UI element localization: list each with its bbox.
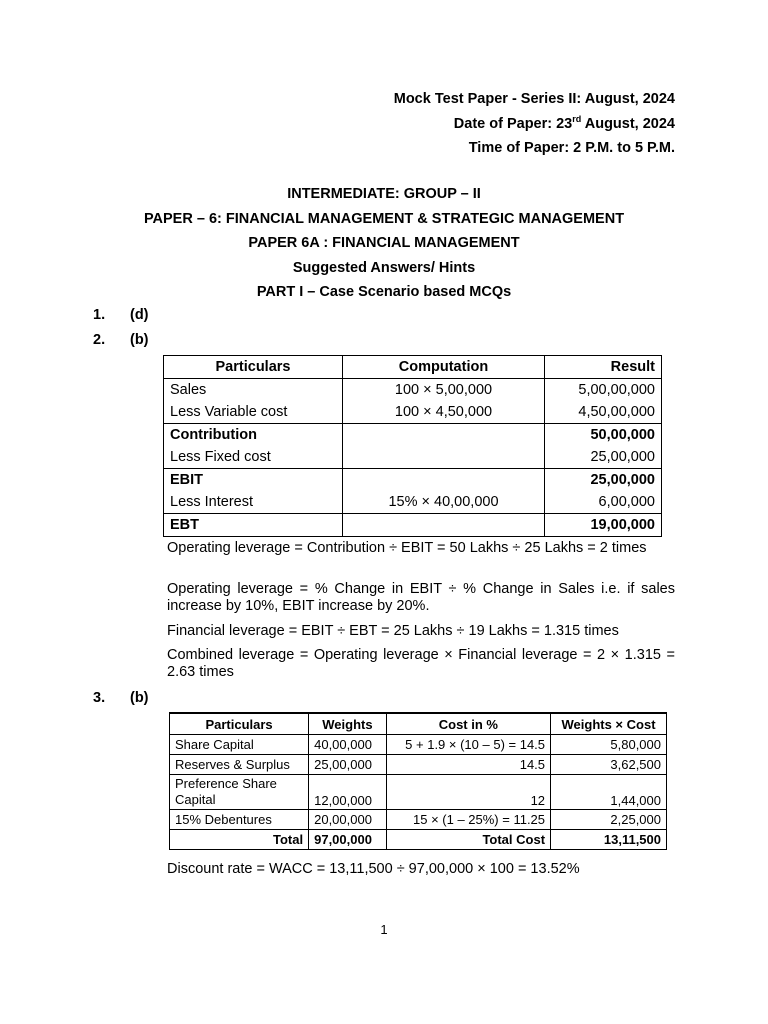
table-cell: 100 × 4,50,000 [343, 401, 545, 424]
col-header: Weights × Cost [551, 713, 667, 735]
wacc-table [169, 712, 667, 850]
question-number: 2. [93, 332, 106, 348]
table-cell: 5,80,000 [551, 735, 667, 755]
table-row [164, 401, 662, 424]
answers-title: Suggested Answers/ Hints [292, 259, 476, 276]
question-1 [93, 307, 149, 323]
table-cell: 20,00,000 [309, 810, 387, 830]
table-row [164, 379, 662, 402]
paper-title: PAPER – 6: FINANCIAL MANAGEMENT & STRATEGIC MANAGEMENT [143, 210, 625, 227]
table-cell: 25,00,000 [545, 469, 662, 492]
date-line [394, 112, 675, 137]
table-cell: 25,00,000 [545, 446, 662, 469]
group-title: INTERMEDIATE: GROUP – II [287, 186, 481, 202]
date-prefix: Date of Paper: 23 [453, 115, 573, 132]
question-number: 1. [93, 307, 106, 323]
col-header: Weights [309, 713, 387, 735]
table-cell [170, 775, 309, 810]
cell-line [175, 776, 303, 792]
col-header: Particulars [164, 356, 343, 379]
table-cell: Contribution [164, 424, 343, 447]
table-cell: 15 × (1 – 25%) = 11.25 [386, 810, 550, 830]
table-row [164, 446, 662, 469]
page-number: 1 [380, 922, 388, 937]
table-cell [343, 514, 545, 537]
time-line: Time of Paper: 2 P.M. to 5 P.M. [468, 140, 675, 156]
table-row [164, 424, 662, 447]
question-3 [93, 690, 149, 706]
col-header: Computation [343, 356, 545, 379]
table-cell: 15% Debentures [170, 810, 309, 830]
date-sup: rd [572, 113, 582, 124]
table-cell: Less Variable cost [164, 401, 343, 424]
table-cell [343, 469, 545, 492]
table-cell [343, 446, 545, 469]
table-cell: Less Fixed cost [164, 446, 343, 469]
table-cell: 6,00,000 [545, 491, 662, 514]
title-block [0, 182, 768, 305]
table-cell: 13,11,500 [551, 830, 667, 850]
table-cell: EBT [164, 514, 343, 537]
cell-word: Preference Share [175, 776, 277, 791]
question-answer: (b) [130, 690, 149, 706]
cell-line: Capital [175, 792, 216, 807]
table-header-row [170, 713, 667, 735]
question-number: 3. [93, 690, 106, 706]
table-cell: 40,00,000 [309, 735, 387, 755]
table-cell [343, 424, 545, 447]
table-cell: 3,62,500 [551, 755, 667, 775]
paper-header [394, 87, 675, 161]
col-header: Particulars [170, 713, 309, 735]
table-cell: Total Cost [386, 830, 550, 850]
explanation-operating-leverage-change: Operating leverage = % Change in EBIT ÷ % Change in Sales i.e. if sales increase by 10%, EBIT increase by 20%. [167, 581, 675, 614]
table-row [164, 514, 662, 537]
table-cell: Sales [164, 379, 343, 402]
table-cell: 1,44,000 [551, 775, 667, 810]
question-answer: (d) [130, 307, 149, 323]
table-total-row [170, 830, 667, 850]
table-cell: 97,00,000 [309, 830, 387, 850]
table-cell: Reserves & Surplus [170, 755, 309, 775]
table-cell: 12 [386, 775, 550, 810]
table-row [170, 735, 667, 755]
question-2 [93, 332, 149, 348]
table-cell: Less Interest [164, 491, 343, 514]
question-answer: (b) [130, 332, 149, 348]
explanation-operating-leverage: Operating leverage = Contribution ÷ EBIT = 50 Lakhs ÷ 25 Lakhs = 2 times [167, 540, 647, 556]
explanation-financial-leverage: Financial leverage = EBIT ÷ EBT = 25 Lakhs ÷ 19 Lakhs = 1.315 times [167, 623, 619, 639]
table-cell: 12,00,000 [309, 775, 387, 810]
table-row [164, 469, 662, 492]
table-cell: Total [170, 830, 309, 850]
table-header-row [164, 356, 662, 379]
table-cell: 25,00,000 [309, 755, 387, 775]
table-cell: 4,50,00,000 [545, 401, 662, 424]
col-header: Result [545, 356, 662, 379]
table-row [170, 775, 667, 810]
table-row [164, 491, 662, 514]
subpaper-title: PAPER 6A : FINANCIAL MANAGEMENT [248, 235, 520, 251]
table-cell: 50,00,000 [545, 424, 662, 447]
table-row [170, 810, 667, 830]
date-suffix: August, 2024 [581, 115, 675, 132]
table-cell: 5 + 1.9 × (10 – 5) = 14.5 [386, 735, 550, 755]
table-cell: Share Capital [170, 735, 309, 755]
table-row [170, 755, 667, 775]
series-line: Mock Test Paper - Series II: August, 2024 [393, 91, 675, 107]
table-cell: 14.5 [386, 755, 550, 775]
table-cell: 2,25,000 [551, 810, 667, 830]
table-cell: 5,00,00,000 [545, 379, 662, 402]
table-cell: 100 × 5,00,000 [343, 379, 545, 402]
wacc-conclusion: Discount rate = WACC = 13,11,500 ÷ 97,00,000 × 100 = 13.52% [167, 861, 580, 877]
table-cell: 15% × 40,00,000 [343, 491, 545, 514]
explanation-combined-leverage: Combined leverage = Operating leverage × Financial leverage = 2 × 1.315 = 2.63 times [167, 647, 675, 680]
leverage-table [163, 355, 662, 537]
table-cell: 19,00,000 [545, 514, 662, 537]
part-title: PART I – Case Scenario based MCQs [256, 284, 512, 300]
col-header: Cost in % [386, 713, 550, 735]
table-cell: EBIT [164, 469, 343, 492]
